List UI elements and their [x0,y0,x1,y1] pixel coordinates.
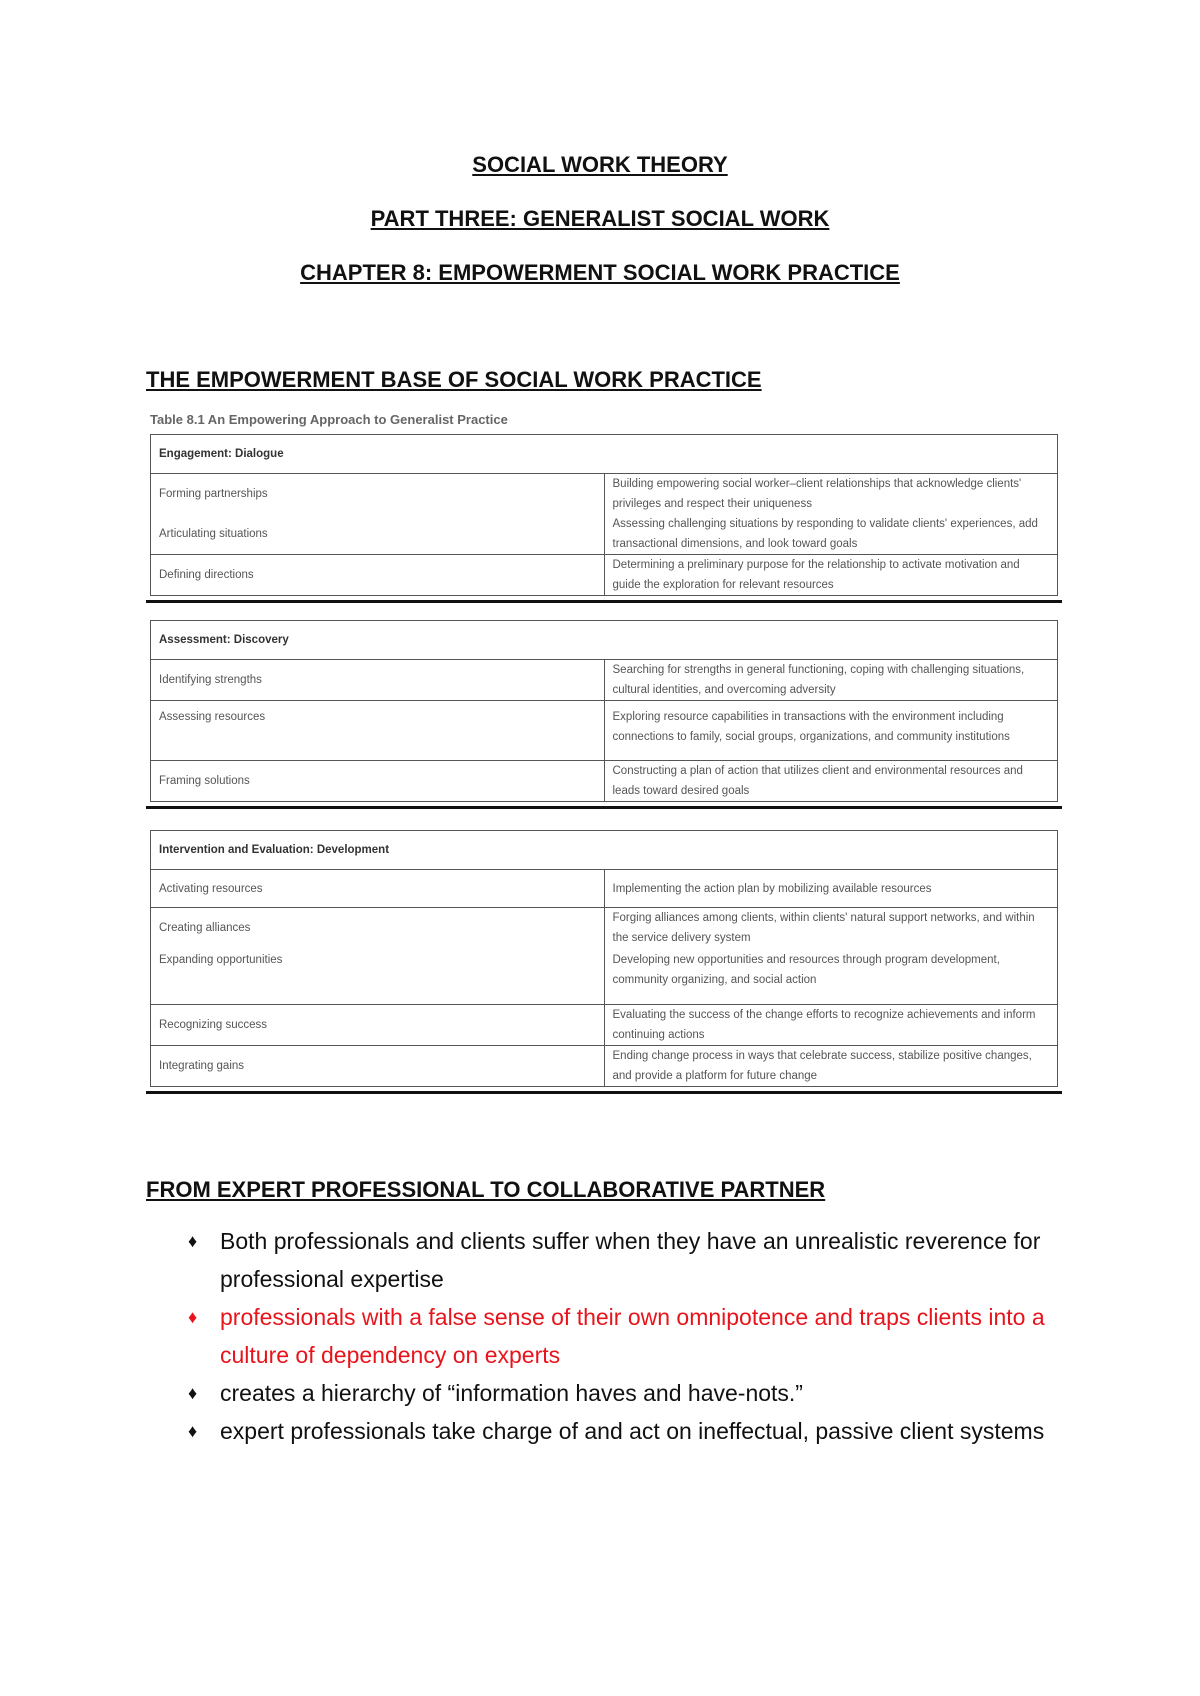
list-item-highlighted [188,1298,1088,1374]
table-bottom-rule [146,600,1062,603]
table-caption: Table 8.1 An Empowering Approach to Generalist Practice [150,412,508,427]
bullet-list [188,1222,1088,1450]
table-cell-desc: Building empowering social worker–client relationships that acknowledge clients' privileges and respect their uniqueness [604,474,1058,515]
table-cell-term: Forming partnerships [151,474,605,515]
table-cell-desc: Constructing a plan of action that utilizes client and environmental resources and leads toward desired goals [604,761,1058,802]
table-cell-term: Assessing resources [151,701,605,761]
section-heading-empowerment-base: THE EMPOWERMENT BASE OF SOCIAL WORK PRACTICE [146,367,762,392]
list-item-text: expert professionals take charge of and act on ineffectual, passive client systems [220,1418,1045,1444]
list-item-text: Both professionals and clients suffer when they have an unrealistic reverence for professional expertise [220,1228,1041,1292]
table-cell-term: Recognizing success [151,1004,605,1045]
table-bottom-rule [146,1091,1062,1094]
table-cell-term: Activating resources [151,870,605,908]
table-cell-desc: Evaluating the success of the change efforts to recognize achievements and inform continuing actions [604,1004,1058,1045]
section-heading-expert-to-partner: FROM EXPERT PROFESSIONAL TO COLLABORATIVE PARTNER [146,1177,826,1202]
table-cell-term: Defining directions [151,555,605,596]
table-cell-desc: Exploring resource capabilities in transactions with the environment including connections to family, social groups, organizations, and community institutions [604,701,1058,761]
table-section-header: Engagement: Dialogue [151,435,1058,474]
diamond-bullet-icon: ♦ [188,1231,198,1251]
table-section-header: Assessment: Discovery [151,621,1058,660]
table-cell-desc: Forging alliances among clients, within clients' natural support networks, and within the service delivery system [604,908,1058,949]
table-assessment [150,620,1058,809]
table-cell-desc: Searching for strengths in general functioning, coping with challenging situations, cultural identities, and overcoming adversity [604,660,1058,701]
table-engagement [150,434,1058,603]
table-cell-term: Integrating gains [151,1045,605,1086]
table-cell-term: Creating alliances [151,908,605,949]
table-section-header: Intervention and Evaluation: Development [151,831,1058,870]
diamond-bullet-icon: ♦ [188,1307,198,1327]
table-cell-term: Framing solutions [151,761,605,802]
table-cell-desc: Assessing challenging situations by responding to validate clients' experiences, add transactional dimensions, and look toward goals [604,514,1058,555]
part-title: PART THREE: GENERALIST SOCIAL WORK [370,206,830,231]
diamond-bullet-icon: ♦ [188,1421,198,1441]
list-item [188,1374,1088,1412]
table-cell-term: Expanding opportunities [151,948,605,1004]
diamond-bullet-icon: ♦ [188,1383,198,1403]
table-cell-desc: Developing new opportunities and resources through program development, community organizing, and social action [604,948,1058,1004]
list-item [188,1222,1088,1298]
table-bottom-rule [146,806,1062,809]
table-cell-term: Articulating situations [151,514,605,555]
table-cell-term: Identifying strengths [151,660,605,701]
list-item [188,1412,1088,1450]
document-title: SOCIAL WORK THEORY [472,152,728,177]
table-cell-desc: Implementing the action plan by mobilizing available resources [604,870,1058,908]
list-item-text: creates a hierarchy of “information haves and have-nots.” [220,1380,803,1406]
table-cell-desc: Determining a preliminary purpose for the relationship to activate motivation and guide the exploration for relevant resources [604,555,1058,596]
table-cell-desc: Ending change process in ways that celebrate success, stabilize positive changes, and provide a platform for future change [604,1045,1058,1086]
chapter-title: CHAPTER 8: EMPOWERMENT SOCIAL WORK PRACTICE [300,260,900,285]
list-item-text: professionals with a false sense of their own omnipotence and traps clients into a culture of dependency on experts [220,1304,1045,1368]
table-intervention-evaluation [150,830,1058,1094]
